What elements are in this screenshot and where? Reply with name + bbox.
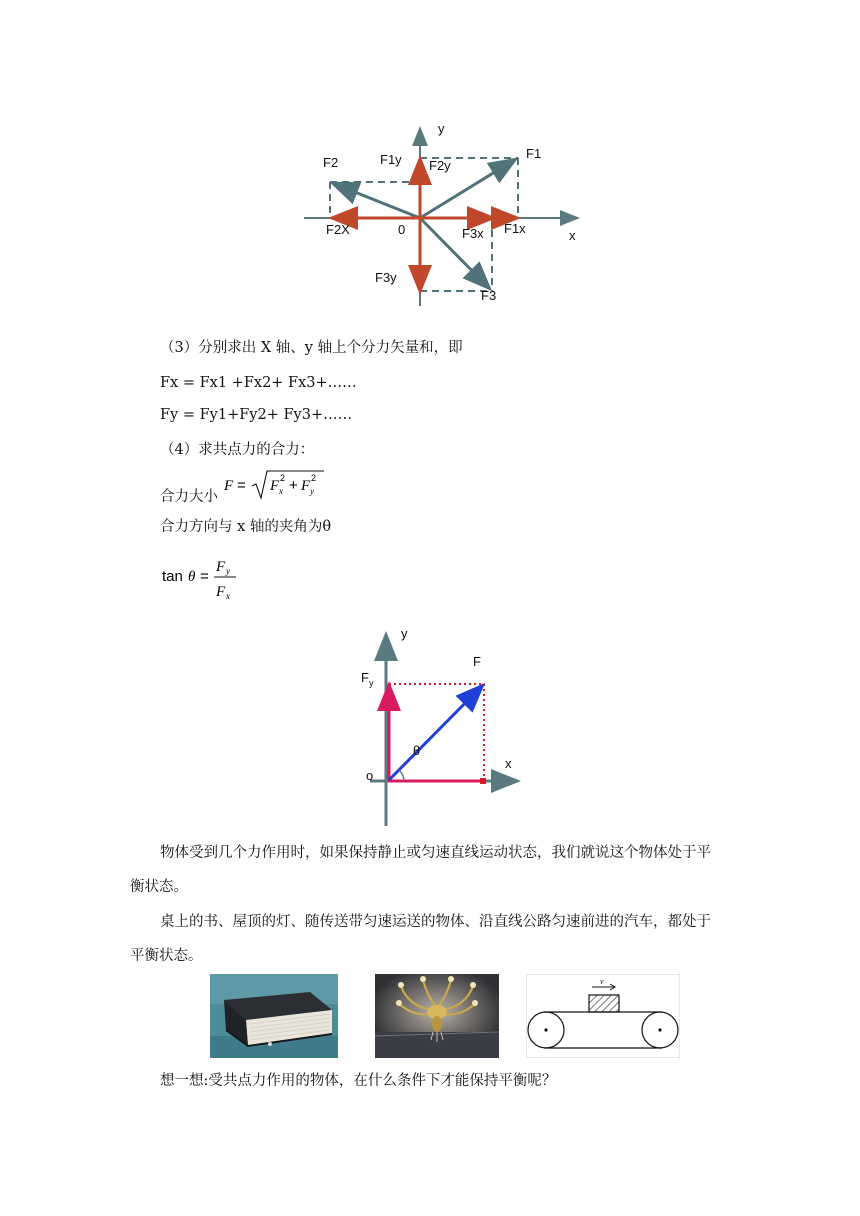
- svg-text:=: =: [200, 568, 209, 585]
- svg-text:F: F: [301, 478, 311, 494]
- velocity-label: v: [600, 977, 604, 986]
- x-axis-label: x: [505, 756, 512, 771]
- F3y-label: F3y: [375, 270, 397, 285]
- y-axis-label: y: [401, 626, 408, 641]
- theta-label: θ: [413, 743, 421, 758]
- resultant-force-diagram: [355, 622, 530, 828]
- F2X-label: F2X: [326, 222, 350, 237]
- tan-formula: [160, 552, 250, 604]
- svg-text:y: y: [310, 486, 314, 496]
- F1y-label: F1y: [380, 152, 402, 167]
- dashed-guides: [330, 158, 518, 291]
- fy-sum-line: Fy = Fy1+Fy2+ Fy3+……: [160, 407, 353, 423]
- svg-text:tan: tan: [162, 568, 183, 585]
- svg-text:F: F: [216, 559, 226, 575]
- F-resultant-vector: [389, 685, 483, 780]
- origin-label: o: [366, 768, 374, 783]
- svg-text:+: +: [289, 477, 298, 494]
- para1-line1: 物体受到几个力作用时，如果保持静止或匀速直线运动状态，我们就说这个物体处于平: [160, 845, 711, 861]
- F3x-label: F3x: [462, 226, 484, 241]
- F2-vector: [332, 183, 420, 218]
- svg-text:θ: θ: [188, 569, 196, 585]
- para2-line2: 平衡状态。: [130, 948, 203, 964]
- force-decomposition-diagram: [300, 118, 590, 308]
- svg-text:F: F: [270, 478, 280, 494]
- F-label: F: [473, 654, 481, 669]
- ceiling-chandelier-image: [375, 974, 499, 1058]
- para2-line1: 桌上的书、屋顶的灯、随传送带匀速运送的物体、沿直线公路匀速前进的汽车，都处于: [160, 914, 711, 930]
- svg-text:x: x: [279, 486, 283, 496]
- Fx-endpoint: [480, 778, 486, 784]
- question-text: 想一想:受共点力作用的物体，在什么条件下才能保持平衡呢？: [160, 1073, 557, 1089]
- F1-label: F1: [526, 146, 542, 161]
- svg-text:x: x: [226, 591, 230, 601]
- direction-text: 合力方向与 x 轴的夹角为θ: [160, 519, 332, 535]
- Fy-label: $F_y$: [361, 670, 374, 688]
- y-axis-label: y: [438, 121, 445, 136]
- F2-label: F2: [323, 155, 339, 170]
- svg-text:y: y: [226, 566, 230, 576]
- magnitude-label: 合力大小: [160, 489, 218, 505]
- F3-label: F3: [481, 288, 497, 303]
- svg-text:2: 2: [311, 473, 317, 483]
- angle-arc: [399, 770, 404, 781]
- svg-text:2: 2: [280, 473, 286, 483]
- magnitude-formula: [222, 468, 326, 502]
- F2y-label: F2y: [429, 158, 451, 173]
- step4-text: （4）求共点力的合力：: [160, 442, 315, 458]
- svg-text:=: =: [237, 477, 246, 494]
- book-on-table-image: [210, 974, 338, 1058]
- fx-sum-line: Fx = Fx1 +Fx2+ Fx3+……: [160, 375, 357, 391]
- step3-text: （3）分别求出 X 轴、y 轴上个分力矢量和，即: [160, 340, 463, 356]
- origin-label: 0: [398, 222, 406, 237]
- x-axis-label: x: [569, 228, 576, 243]
- svg-text:F: F: [216, 584, 226, 600]
- conveyor-belt-image: [526, 974, 680, 1058]
- para1-line2: 衡状态。: [130, 879, 188, 895]
- F1x-label: F1x: [504, 221, 526, 236]
- svg-text:F: F: [224, 478, 234, 494]
